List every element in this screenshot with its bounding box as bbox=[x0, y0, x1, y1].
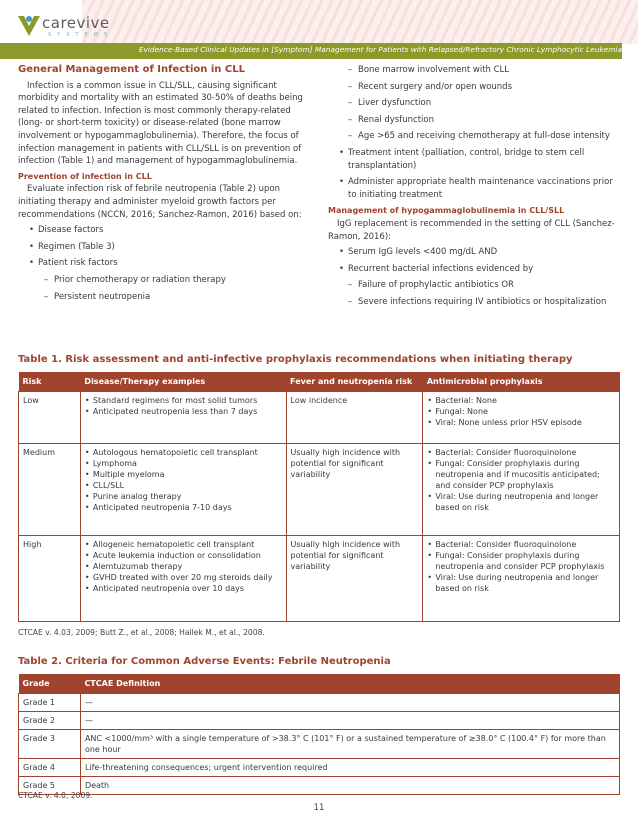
examples-cell bbox=[80, 536, 286, 622]
patient-risk-sublist bbox=[18, 274, 316, 303]
subheading-prevention: Prevention of infection in CLL bbox=[18, 171, 152, 181]
list-item: • Viral: Use during neutropenia and longer based on risk bbox=[427, 572, 615, 594]
table2-title: Table 2. Criteria for Common Adverse Events: Febrile Neutropenia bbox=[18, 656, 391, 667]
list-item: • Disease factors bbox=[18, 224, 316, 237]
table-header-row bbox=[19, 674, 620, 694]
table-row bbox=[19, 712, 620, 730]
column-header: Antimicrobial prophylaxis bbox=[423, 372, 620, 392]
logo-mark-icon bbox=[16, 12, 42, 38]
table-row bbox=[19, 694, 620, 712]
table2-source-note: CTCAE v. 4.0, 2009. bbox=[18, 791, 93, 800]
list-item: • Multiple myeloma bbox=[85, 469, 282, 480]
list-item: • Viral: None unless prior HSV episode bbox=[427, 417, 615, 428]
list-item: • Viral: Use during neutropenia and longer based on risk bbox=[427, 491, 615, 513]
prophylaxis-cell bbox=[423, 536, 620, 622]
table2 bbox=[18, 674, 620, 795]
list-item: – Prior chemotherapy or radiation therapy bbox=[18, 274, 316, 287]
table1 bbox=[18, 372, 620, 622]
banner-text: Evidence-Based Clinical Updates in [Symptom] Management for Patients with Relapsed/Refractory Chronic Lymphocytic Leukemia bbox=[138, 45, 622, 54]
definition-cell: ANC <1000/mm³ with a single temperature of >38.3° C (101° F) or a sustained temperature of ≥38.0° C (100.4° F) for more than one hour bbox=[80, 730, 619, 759]
left-column bbox=[18, 64, 316, 307]
list-item: • Anticipated neutropenia over 10 days bbox=[85, 583, 282, 594]
prevention-paragraph: Evaluate infection risk of febrile neutropenia (Table 2) upon initiating therapy and administer myeloid growth factors per recommendations (NCCN, 2016; Sanchez-Ramon, 2016) based on: bbox=[18, 184, 302, 220]
list-item: • Bacterial: Consider fluoroquinolone bbox=[427, 539, 615, 550]
list-item: – Liver dysfunction bbox=[328, 97, 620, 110]
table-header-row bbox=[19, 372, 620, 392]
logo-text: carevive bbox=[42, 14, 110, 32]
list-item: • Serum IgG levels <400 mg/dL AND bbox=[328, 246, 620, 259]
table1-title: Table 1. Risk assessment and anti-infective prophylaxis recommendations when initiating therapy bbox=[18, 354, 573, 365]
definition-cell: — bbox=[80, 694, 619, 712]
list-item: • Fungal: None bbox=[427, 406, 615, 417]
list-item: – Severe infections requiring IV antibiotics or hospitalization bbox=[328, 296, 620, 309]
list-item: • Fungal: Consider prophylaxis during neutropenia and consider PCP prophylaxis bbox=[427, 550, 615, 572]
list-item: – Renal dysfunction bbox=[328, 114, 620, 127]
logo-subtext: SYSTEMS bbox=[48, 32, 114, 38]
list-item: • Administer appropriate health maintenance vaccinations prior to initiating treatment bbox=[328, 176, 620, 201]
infection-evidence-sublist bbox=[328, 279, 620, 308]
list-item: • Lymphoma bbox=[85, 458, 282, 469]
list-item: • Recurrent bacterial infections evidenced by bbox=[328, 263, 620, 276]
table-row bbox=[19, 759, 620, 777]
igg-criteria-list bbox=[328, 246, 620, 275]
grade-cell: Grade 3 bbox=[19, 730, 81, 759]
page-header bbox=[0, 0, 638, 60]
grade-cell: Grade 2 bbox=[19, 712, 81, 730]
list-item: • Autologous hematopoietic cell transplant bbox=[85, 447, 282, 458]
table-row-medium bbox=[19, 444, 620, 536]
list-item: • CLL/SLL bbox=[85, 480, 282, 491]
prophylaxis-cell bbox=[423, 392, 620, 444]
list-item: – Recent surgery and/or open wounds bbox=[328, 81, 620, 94]
list-item: – Persistent neutropenia bbox=[18, 291, 316, 304]
list-item: • Allogeneic hematopoietic cell transplant bbox=[85, 539, 282, 550]
fever-risk-cell: Usually high incidence with potential for significant variability bbox=[286, 444, 423, 536]
column-header: CTCAE Definition bbox=[80, 674, 619, 694]
patient-risk-sublist-continued bbox=[328, 64, 620, 143]
table1-source-note: CTCAE v. 4.03, 2009; Butt Z., et al., 2008; Hallek M., et al., 2008. bbox=[18, 628, 265, 637]
risk-cell: Low bbox=[19, 392, 81, 444]
grade-cell: Grade 5 bbox=[19, 777, 81, 795]
list-item: – Failure of prophylactic antibiotics OR bbox=[328, 279, 620, 292]
examples-cell bbox=[80, 444, 286, 536]
fever-risk-cell: Usually high incidence with potential for significant variability bbox=[286, 536, 423, 622]
list-item: • Acute leukemia induction or consolidation bbox=[85, 550, 282, 561]
list-item: • Anticipated neutropenia 7-10 days bbox=[85, 502, 282, 513]
list-item: • Alemtuzumab therapy bbox=[85, 561, 282, 572]
treatment-list bbox=[328, 147, 620, 201]
table-row bbox=[19, 730, 620, 759]
header-decoration bbox=[82, 0, 638, 44]
column-header: Risk bbox=[19, 372, 81, 392]
risk-cell: High bbox=[19, 536, 81, 622]
column-header: Fever and neutropenia risk bbox=[286, 372, 423, 392]
igg-paragraph: IgG replacement is recommended in the setting of CLL (Sanchez-Ramon, 2016): bbox=[328, 218, 615, 242]
table-row-high bbox=[19, 536, 620, 622]
list-item: • Treatment intent (palliation, control, bridge to stem cell transplantation) bbox=[328, 147, 620, 172]
intro-paragraph: Infection is a common issue in CLL/SLL, causing significant morbidity and mortality with an estimated 30-50% of deaths being related to infection. Infection is most commonly therapy-related (long- or short-term toxicity) or disease-related (bone marrow involvement or hypogammaglobulinemia). Therefore, the focus of infection management in patients with CLL/SLL is on prevention of infection (Table 1) and management of hypogammaglobulinemia. bbox=[18, 80, 303, 167]
list-item: • Bacterial: Consider fluoroquinolone bbox=[427, 447, 615, 458]
risk-cell: Medium bbox=[19, 444, 81, 536]
column-header: Disease/Therapy examples bbox=[80, 372, 286, 392]
column-header: Grade bbox=[19, 674, 81, 694]
definition-cell: Life-threatening consequences; urgent intervention required bbox=[80, 759, 619, 777]
list-item: • GVHD treated with over 20 mg steroids daily bbox=[85, 572, 282, 583]
list-item: • Regimen (Table 3) bbox=[18, 241, 316, 254]
fever-risk-cell: Low incidence bbox=[286, 392, 423, 444]
examples-cell bbox=[80, 392, 286, 444]
list-item: • Anticipated neutropenia less than 7 days bbox=[85, 406, 282, 417]
definition-cell: — bbox=[80, 712, 619, 730]
list-item: • Fungal: Consider prophylaxis during neutropenia and if mucositis anticipated; and consider PCP prophylaxis bbox=[427, 458, 615, 491]
table-row bbox=[19, 777, 620, 795]
prophylaxis-cell bbox=[423, 444, 620, 536]
definition-cell: Death bbox=[80, 777, 619, 795]
subheading-hypogammaglobulinemia: Management of hypogammaglobulinemia in CLL/SLL bbox=[328, 206, 565, 216]
risk-factor-list bbox=[18, 224, 316, 270]
list-item: • Standard regimens for most solid tumors bbox=[85, 395, 282, 406]
right-column bbox=[328, 64, 620, 313]
list-item: • Bacterial: None bbox=[427, 395, 615, 406]
list-item: – Age >65 and receiving chemotherapy at full-dose intensity bbox=[328, 130, 620, 143]
list-item: • Purine analog therapy bbox=[85, 491, 282, 502]
grade-cell: Grade 1 bbox=[19, 694, 81, 712]
list-item: – Bone marrow involvement with CLL bbox=[328, 64, 620, 77]
carevive-logo bbox=[16, 12, 42, 42]
page-number: 11 bbox=[313, 803, 325, 813]
table-row-low bbox=[19, 392, 620, 444]
list-item: • Patient risk factors bbox=[18, 257, 316, 270]
grade-cell: Grade 4 bbox=[19, 759, 81, 777]
section-title: General Management of Infection in CLL bbox=[18, 64, 245, 75]
